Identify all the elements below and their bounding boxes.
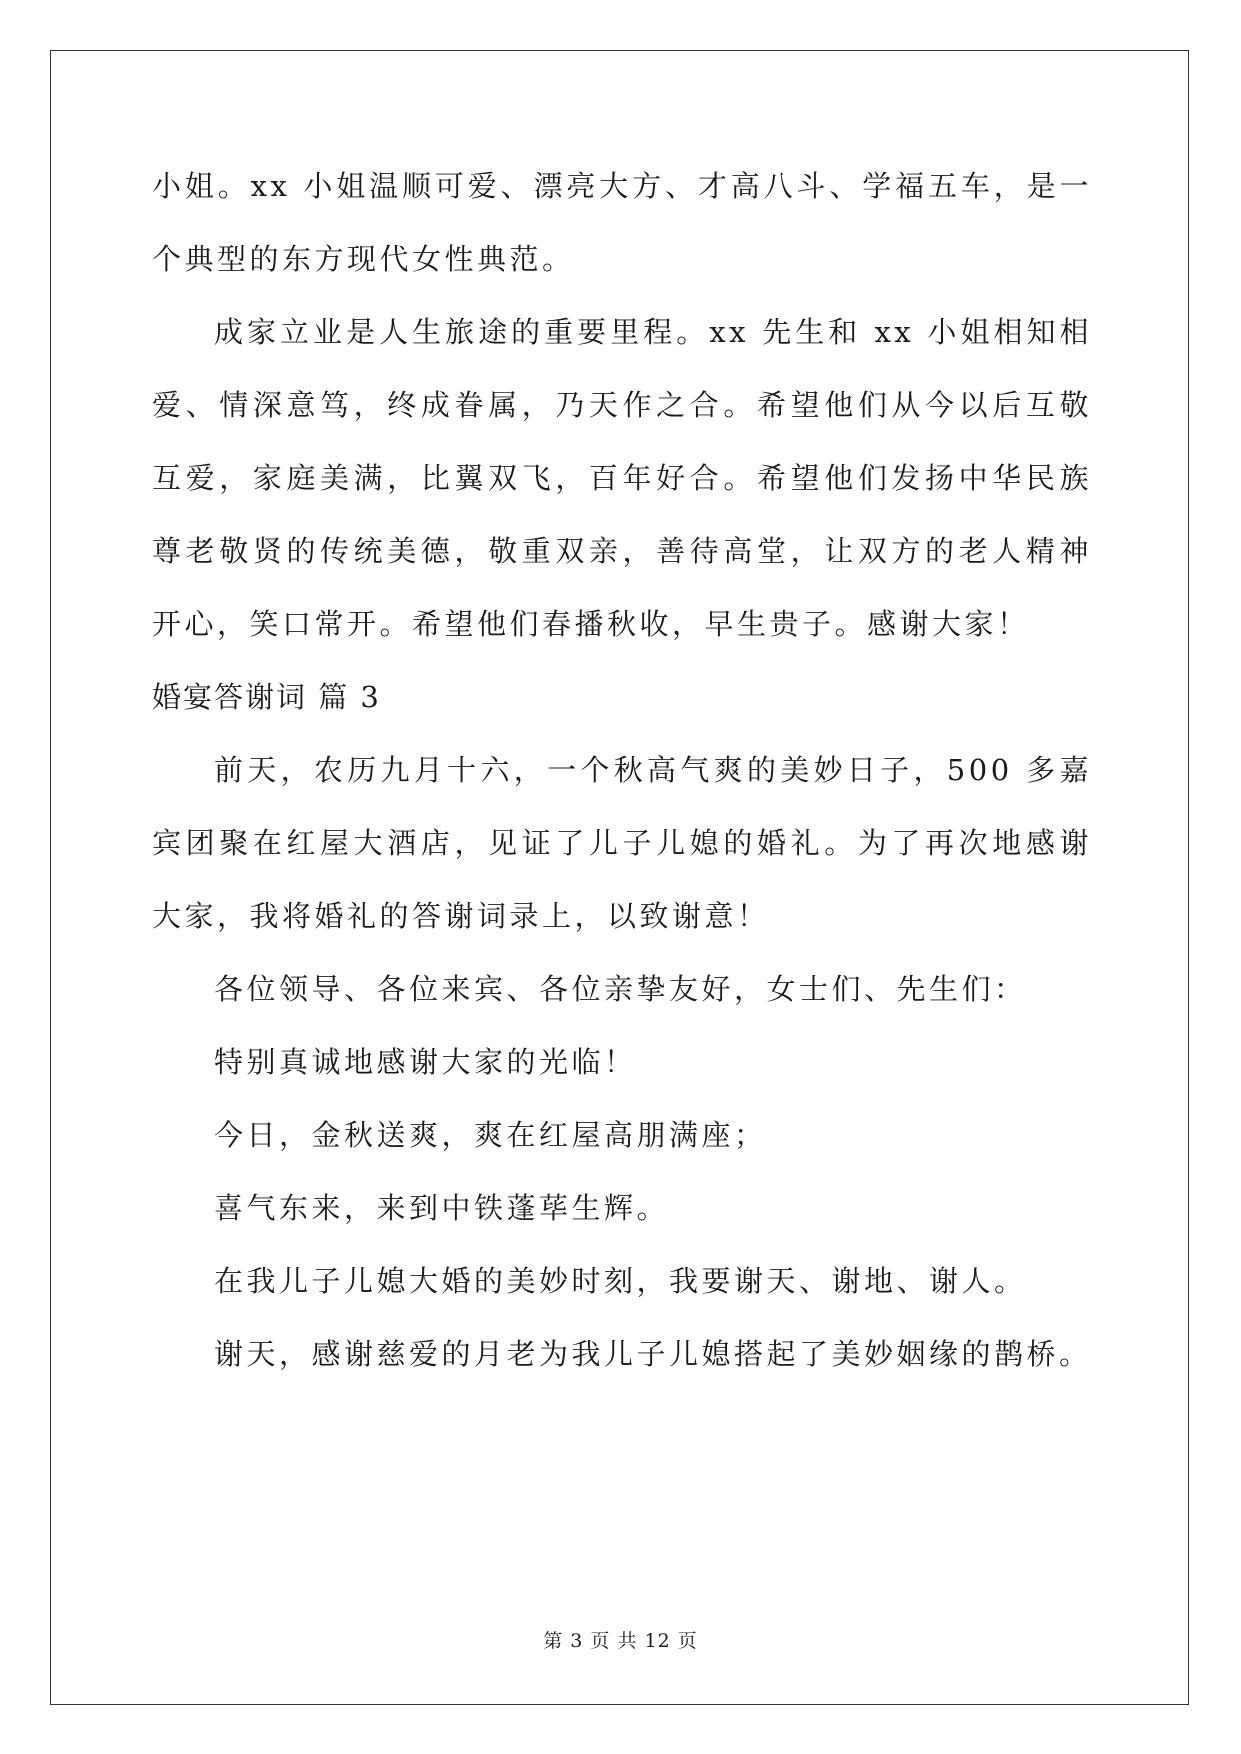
paragraph: 各位领导、各位来宾、各位亲挚友好，女士们、先生们： [214,972,1027,1006]
paragraph: 今日，金秋送爽，爽在红屋高朋满座； [214,1118,767,1152]
document-body [152,150,1092,1391]
paragraph: 喜气东来，来到中铁蓬荜生辉。 [214,1191,670,1225]
paragraph: 在我儿子儿媳大婚的美妙时刻，我要谢天、谢地、谢人。 [214,1264,1027,1298]
section-heading: 婚宴答谢词 篇 3 [152,680,381,714]
paragraph: 谢天，感谢慈爱的月老为我儿子儿媳搭起了美妙姻缘的鹊桥。 [214,1337,1092,1371]
page-number-footer: 第 3 页 共 12 页 [543,1630,698,1652]
paragraph: 特别真诚地感谢大家的光临！ [214,1045,637,1079]
paragraph: 成家立业是人生旅途的重要里程。xx 先生和 xx 小姐相知相爱、情深意笃，终成眷属，乃天作之合。希望他们从今以后互敬互爱，家庭美满，比翼双飞，百年好合。希望他们发扬中华民族尊老敬贤的传统美德，敬重双亲，善待高堂，让双方的老人精神开心，笑口常开。希望他们春播秋收，早生贵子。感谢大家！ [152,315,1092,641]
paragraph-continuation: 小姐。xx 小姐温顺可爱、漂亮大方、才高八斗、学福五车，是一个典型的东方现代女性典范。 [152,169,1092,276]
paragraph: 前天，农历九月十六，一个秋高气爽的美妙日子，500 多嘉宾团聚在红屋大酒店，见证了儿子儿媳的婚礼。为了再次地感谢大家，我将婚礼的答谢词录上，以致谢意！ [152,753,1092,933]
